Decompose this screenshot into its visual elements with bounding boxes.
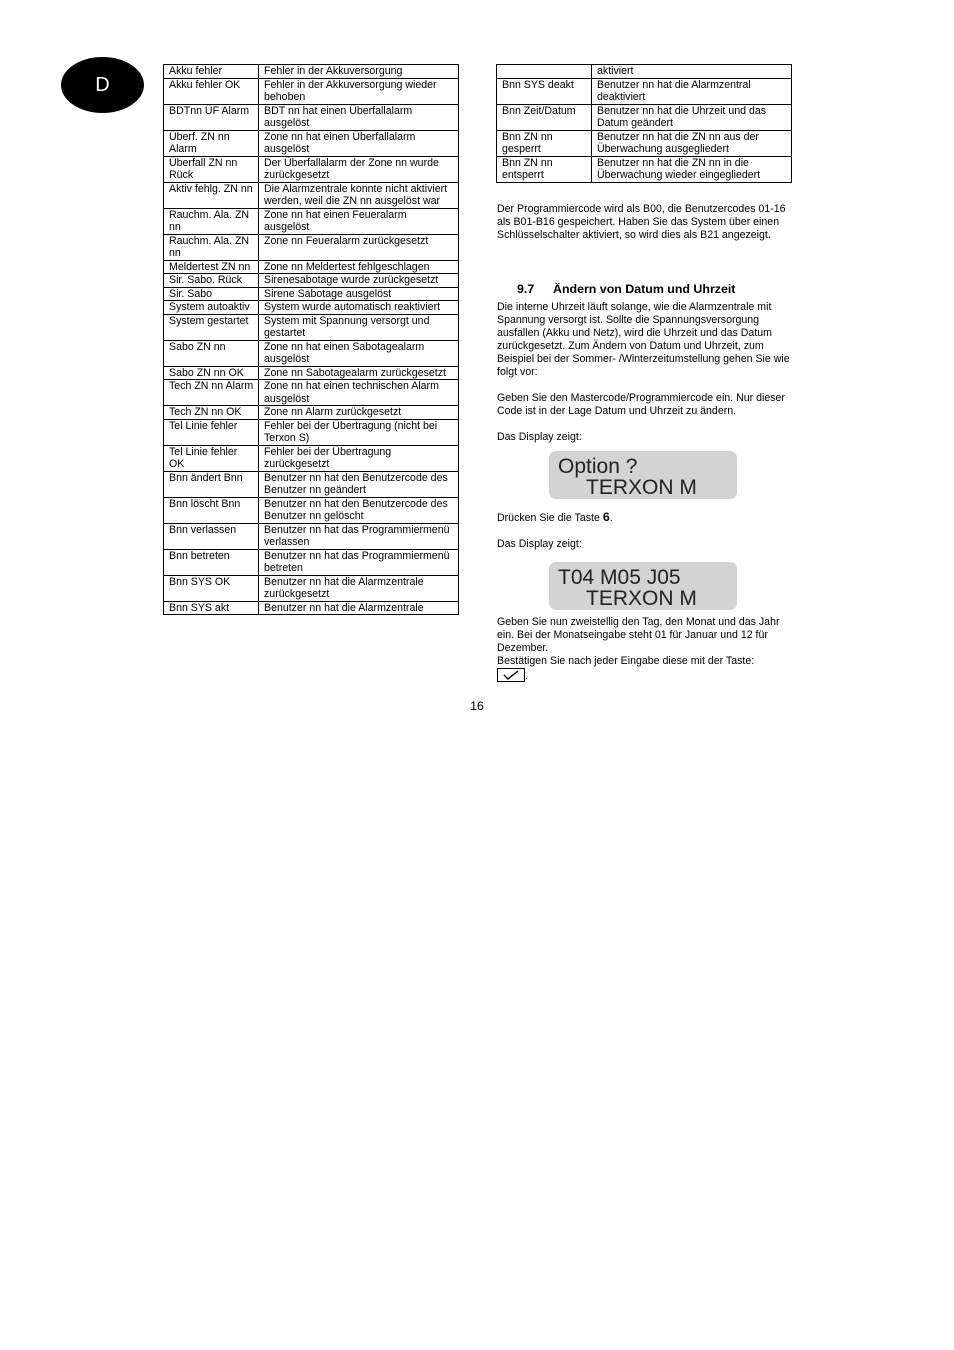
paragraph-enter-date: Geben Sie nun zweistellig den Tag, den Monat und das Jahr ein. Bei der Monatseingabe steht 01 für Januar und 12 für Dezember.: [497, 616, 780, 654]
table-row: [164, 366, 459, 380]
event-description-cell: Zone nn Meldertest fehlgeschlagen: [259, 260, 459, 274]
table-row: [164, 340, 459, 366]
event-description-cell: aktiviert: [592, 65, 792, 79]
event-description-cell: Der Überfallalarm der Zone nn wurde zurückgesetzt: [259, 156, 459, 182]
paragraph-codes: Der Programmiercode wird als B00, die Benutzercodes 01-16 als B01-B16 gespeichert. Haben Sie das System über einen Schlüsselschalter aktiviert, so wird dies als B21 angezeigt.: [497, 203, 786, 241]
event-description-cell: Fehler in der Akkuversorgung wieder behoben: [259, 78, 459, 104]
table-row: [164, 208, 459, 234]
event-code-cell: Bnn Zeit/Datum: [497, 104, 592, 130]
table-row: [164, 471, 459, 497]
language-badge-label: D: [95, 73, 110, 96]
event-code-cell: [497, 65, 592, 79]
section-number: 9.7: [517, 282, 535, 296]
language-badge: [61, 57, 144, 113]
event-code-cell: Tech ZN nn OK: [164, 406, 259, 420]
event-code-cell: Akku fehler OK: [164, 78, 259, 104]
key-6: 6: [602, 510, 610, 524]
lcd-line-2: TERXON M: [586, 587, 697, 610]
table-row: [164, 104, 459, 130]
lcd-line-2: TERXON M: [586, 476, 697, 499]
table-row: [164, 260, 459, 274]
event-description-cell: Fehler bei der Übertragung (nicht bei Terxon S): [259, 419, 459, 445]
table-row: [164, 301, 459, 315]
section-heading: [517, 282, 735, 296]
table-row: [497, 65, 792, 79]
event-description-cell: Benutzer nn hat die ZN nn in die Überwachung wieder eingegliedert: [592, 156, 792, 182]
lcd-display-date: [549, 562, 737, 610]
event-code-cell: Akku fehler: [164, 65, 259, 79]
event-code-cell: Bnn ZN nn gesperrt: [497, 130, 592, 156]
table-row: [164, 549, 459, 575]
lcd-line-1: T04 M05 J05: [558, 566, 681, 589]
table-row: [164, 130, 459, 156]
event-code-cell: System autoaktiv: [164, 301, 259, 315]
table-row: [164, 601, 459, 615]
table-row: [164, 445, 459, 471]
table-row: [164, 497, 459, 523]
table-row: [164, 234, 459, 260]
event-code-cell: System gestartet: [164, 314, 259, 340]
event-code-cell: Bnn SYS OK: [164, 575, 259, 601]
event-code-cell: Rauchm. Ala. ZN nn: [164, 234, 259, 260]
table-row: [164, 65, 459, 79]
event-description-cell: Benutzer nn hat die Alarmzentrale: [259, 601, 459, 615]
press-key-suffix: .: [609, 512, 613, 524]
event-description-cell: Fehler in der Akkuversorgung: [259, 65, 459, 79]
event-code-cell: Bnn verlassen: [164, 523, 259, 549]
table-row: [164, 156, 459, 182]
table-row: [164, 380, 459, 406]
event-code-cell: Tel Linie fehler OK: [164, 445, 259, 471]
event-description-cell: Benutzer nn hat den Benutzercode des Benutzer nn gelöscht: [259, 497, 459, 523]
table-row: [164, 523, 459, 549]
lcd-line-1: Option ?: [558, 455, 638, 478]
event-description-cell: Benutzer nn hat den Benutzercode des Benutzer nn geändert: [259, 471, 459, 497]
event-description-cell: Benutzer nn hat die ZN nn aus der Überwachung ausgegliedert: [592, 130, 792, 156]
paragraph-master-code: Geben Sie den Mastercode/Programmiercode ein. Nur dieser Code ist in der Lage Datum und Uhrzeit zu ändern.: [497, 392, 785, 417]
table-row: [164, 287, 459, 301]
event-description-cell: Benutzer nn hat die Alarmzentrale zurückgesetzt: [259, 575, 459, 601]
confirm-text: Bestätigen Sie nach jeder Eingabe diese mit der Taste:: [497, 655, 755, 667]
event-description-cell: Die Alarmzentrale konnte nicht aktiviert werden, weil die ZN nn ausgelöst war: [259, 182, 459, 208]
event-description-cell: Zone nn hat einen technischen Alarm ausgelöst: [259, 380, 459, 406]
display-label-1: Das Display zeigt:: [497, 431, 582, 443]
paragraph-clock: Die interne Uhrzeit läuft solange, wie die Alarmzentrale mit Spannung versorgt ist. Sollte die Spannungsversorgung ausfallen (Akku und Netz), wird die Uhrzeit und das Datum zurückgesetzt. Zum Ändern von Datum und Uhrzeit, zum Beispiel bei der Sommer- /Winterzeitumstellung gehen Sie wie folgt vor:: [497, 301, 790, 378]
table-row: [164, 575, 459, 601]
press-key-text: Drücken Sie die Taste: [497, 512, 603, 524]
table-row: [497, 130, 792, 156]
event-code-cell: Aktiv fehlg. ZN nn: [164, 182, 259, 208]
event-code-cell: Bnn betreten: [164, 549, 259, 575]
event-code-cell: Tech ZN nn Alarm: [164, 380, 259, 406]
event-code-cell: Tel Linie fehler: [164, 419, 259, 445]
event-code-cell: Bnn SYS deakt: [497, 78, 592, 104]
event-description-cell: Benutzer nn hat das Programmiermenü verlassen: [259, 523, 459, 549]
table-row: [164, 406, 459, 420]
press-key-instruction: [497, 511, 797, 525]
table-row: [164, 274, 459, 288]
event-code-cell: Überf. ZN nn Alarm: [164, 130, 259, 156]
event-code-cell: Sabo ZN nn OK: [164, 366, 259, 380]
event-code-cell: Rauchm. Ala. ZN nn: [164, 208, 259, 234]
event-description-cell: System mit Spannung versorgt und gestartet: [259, 314, 459, 340]
event-description-cell: Zone nn Alarm zurückgesetzt: [259, 406, 459, 420]
lcd-display-option: [549, 451, 737, 499]
event-description-cell: BDT nn hat einen Überfallalarm ausgelöst: [259, 104, 459, 130]
confirm-suffix: .: [525, 670, 528, 682]
event-description-cell: Benutzer nn hat das Programmiermenü betreten: [259, 549, 459, 575]
event-code-cell: Bnn ändert Bnn: [164, 471, 259, 497]
event-description-cell: Sirenesabotage wurde zurückgesetzt: [259, 274, 459, 288]
event-description-cell: Zone nn hat einen Feueralarm ausgelöst: [259, 208, 459, 234]
section-title: Ändern von Datum und Uhrzeit: [553, 282, 736, 296]
table-row: [164, 314, 459, 340]
event-log-table-right: [496, 64, 792, 183]
event-code-cell: Bnn SYS akt: [164, 601, 259, 615]
event-description-cell: System wurde automatisch reaktiviert: [259, 301, 459, 315]
table-row: [497, 78, 792, 104]
display-label-2: Das Display zeigt:: [497, 538, 582, 550]
event-code-cell: Sabo ZN nn: [164, 340, 259, 366]
event-code-cell: Meldertest ZN nn: [164, 260, 259, 274]
event-code-cell: Bnn löscht Bnn: [164, 497, 259, 523]
event-description-cell: Benutzer nn hat die Alarmzentral deaktiviert: [592, 78, 792, 104]
event-code-cell: Bnn ZN nn entsperrt: [497, 156, 592, 182]
event-description-cell: Fehler bei der Übertragung zurückgesetzt: [259, 445, 459, 471]
checkmark-icon: [497, 668, 525, 682]
event-description-cell: Zone nn hat einen Sabotagealarm ausgelöst: [259, 340, 459, 366]
event-description-cell: Sirene Sabotage ausgelöst: [259, 287, 459, 301]
table-row: [164, 419, 459, 445]
event-description-cell: Zone nn Sabotagealarm zurückgesetzt: [259, 366, 459, 380]
paragraph-confirm: [497, 655, 797, 683]
event-code-cell: BDTnn ÜF Alarm: [164, 104, 259, 130]
event-code-cell: Sir. Sabo. Rück: [164, 274, 259, 288]
event-code-cell: Überfall ZN nn Rück: [164, 156, 259, 182]
event-log-table-left: [163, 64, 459, 615]
event-description-cell: Zone nn Feueralarm zurückgesetzt: [259, 234, 459, 260]
table-row: [497, 156, 792, 182]
table-row: [164, 182, 459, 208]
page-number: 16: [470, 699, 484, 713]
table-row: [497, 104, 792, 130]
event-description-cell: Benutzer nn hat die Uhrzeit und das Datum geändert: [592, 104, 792, 130]
table-row: [164, 78, 459, 104]
event-code-cell: Sir. Sabo: [164, 287, 259, 301]
event-description-cell: Zone nn hat einen Überfallalarm ausgelöst: [259, 130, 459, 156]
